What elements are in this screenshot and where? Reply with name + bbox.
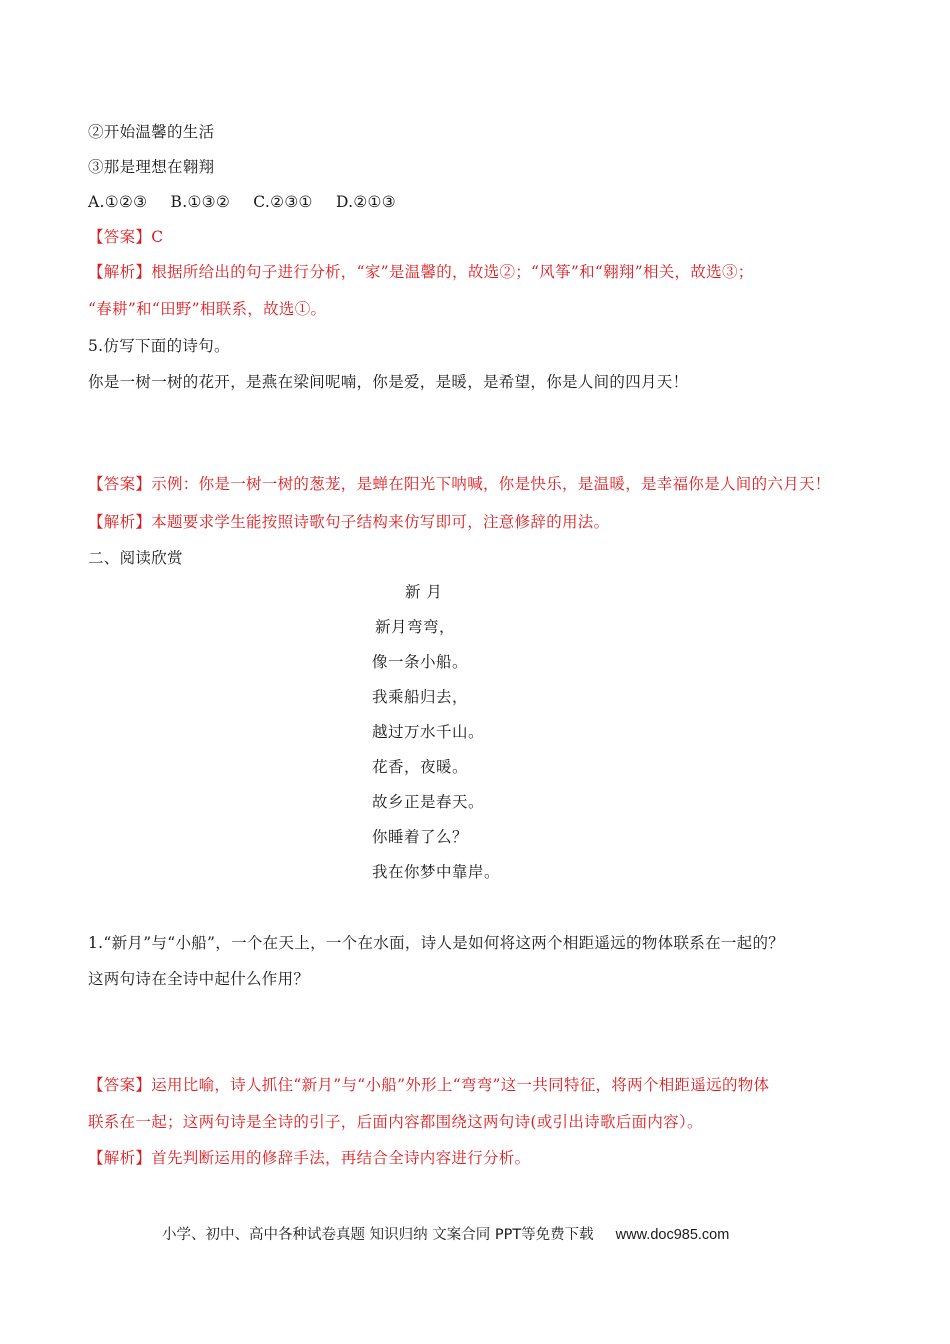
poem-line-7: 你睡着了么？ <box>372 828 469 846</box>
answer-text: 示例：你是一树一树的葱茏，是蝉在阳光下呐喊，你是快乐，是温暖，是幸福你是人间的六月天！ <box>151 475 831 493</box>
q4-item-3: ③那是理想在翱翔 <box>88 158 215 176</box>
analysis-tag: 【解析】 <box>88 1149 152 1167</box>
analysis-text: 根据所给出的句子进行分析，“家”是温馨的，故选②；“风筝”和“翱翔”相关，故选③； <box>151 263 754 281</box>
q4-analysis-line-1 <box>88 261 754 283</box>
q5-title: 5.仿写下面的诗句。 <box>88 337 230 355</box>
analysis-text: 首先判断运用的修辞手法，再结合全诗内容进行分析。 <box>151 1149 531 1167</box>
section-heading: 二、阅读欣赏 <box>88 549 183 567</box>
poem-line-4: 越过万水千山。 <box>372 723 485 741</box>
q5-answer <box>88 473 831 495</box>
poem-title: 新 月 <box>405 583 443 601</box>
option-a: A.①②③ <box>88 193 148 211</box>
analysis-tag: 【解析】 <box>88 263 152 281</box>
q4-item-2: ②开始温馨的生活 <box>88 123 215 141</box>
poem-line-5: 花香，夜暖。 <box>372 758 469 776</box>
rq1-answer-line-1 <box>88 1074 769 1096</box>
answer-text: 运用比喻，诗人抓住“新月”与“小船”外形上“弯弯”这一共同特征，将两个相距遥远的物体 <box>151 1076 770 1094</box>
answer-tag: 【答案】 <box>88 1076 152 1094</box>
q4-analysis-line-2: “春耕”和“田野”相联系，故选①。 <box>88 300 327 318</box>
poem-line-8: 我在你梦中靠岸。 <box>372 863 501 881</box>
poem-line-3: 我乘船归去， <box>372 688 469 706</box>
answer-text: C <box>151 228 164 246</box>
q5-analysis <box>88 511 609 533</box>
page-footer <box>162 1225 729 1245</box>
rq1-question-line-1: 1.“新月”与“小船”，一个在天上，一个在水面，诗人是如何将这两个相距遥远的物体联系在一起的？ <box>88 934 785 952</box>
rq1-question-line-2: 这两句诗在全诗中起什么作用？ <box>88 970 310 988</box>
rq1-answer-line-2: 联系在一起；这两句诗是全诗的引子，后面内容都围绕这两句诗(或引出诗歌后面内容）。 <box>88 1113 703 1131</box>
rq1-analysis <box>88 1147 530 1169</box>
analysis-text: 本题要求学生能按照诗歌句子结构来仿写即可，注意修辞的用法。 <box>151 513 610 531</box>
analysis-tag: 【解析】 <box>88 513 152 531</box>
q5-prompt: 你是一树一树的花开，是燕在梁间呢喃，你是爱，是暖，是希望，你是人间的四月天！ <box>88 373 689 391</box>
q4-answer <box>88 226 163 248</box>
poem-line-2: 像一条小船。 <box>372 653 469 671</box>
option-d: D.②①③ <box>335 193 396 211</box>
answer-tag: 【答案】 <box>88 228 152 246</box>
q4-options <box>88 191 414 213</box>
option-c: C.②③① <box>253 193 313 211</box>
option-b: B.①③② <box>170 193 231 211</box>
answer-tag: 【答案】 <box>88 475 152 493</box>
poem-line-1: 新月弯弯， <box>375 618 456 636</box>
poem-line-6: 故乡正是春天。 <box>372 793 485 811</box>
footer-url[interactable]: www.doc985.com <box>615 1227 730 1243</box>
footer-text: 小学、初中、高中各种试卷真题 知识归纳 文案合同 PPT等免费下载 <box>162 1227 594 1243</box>
